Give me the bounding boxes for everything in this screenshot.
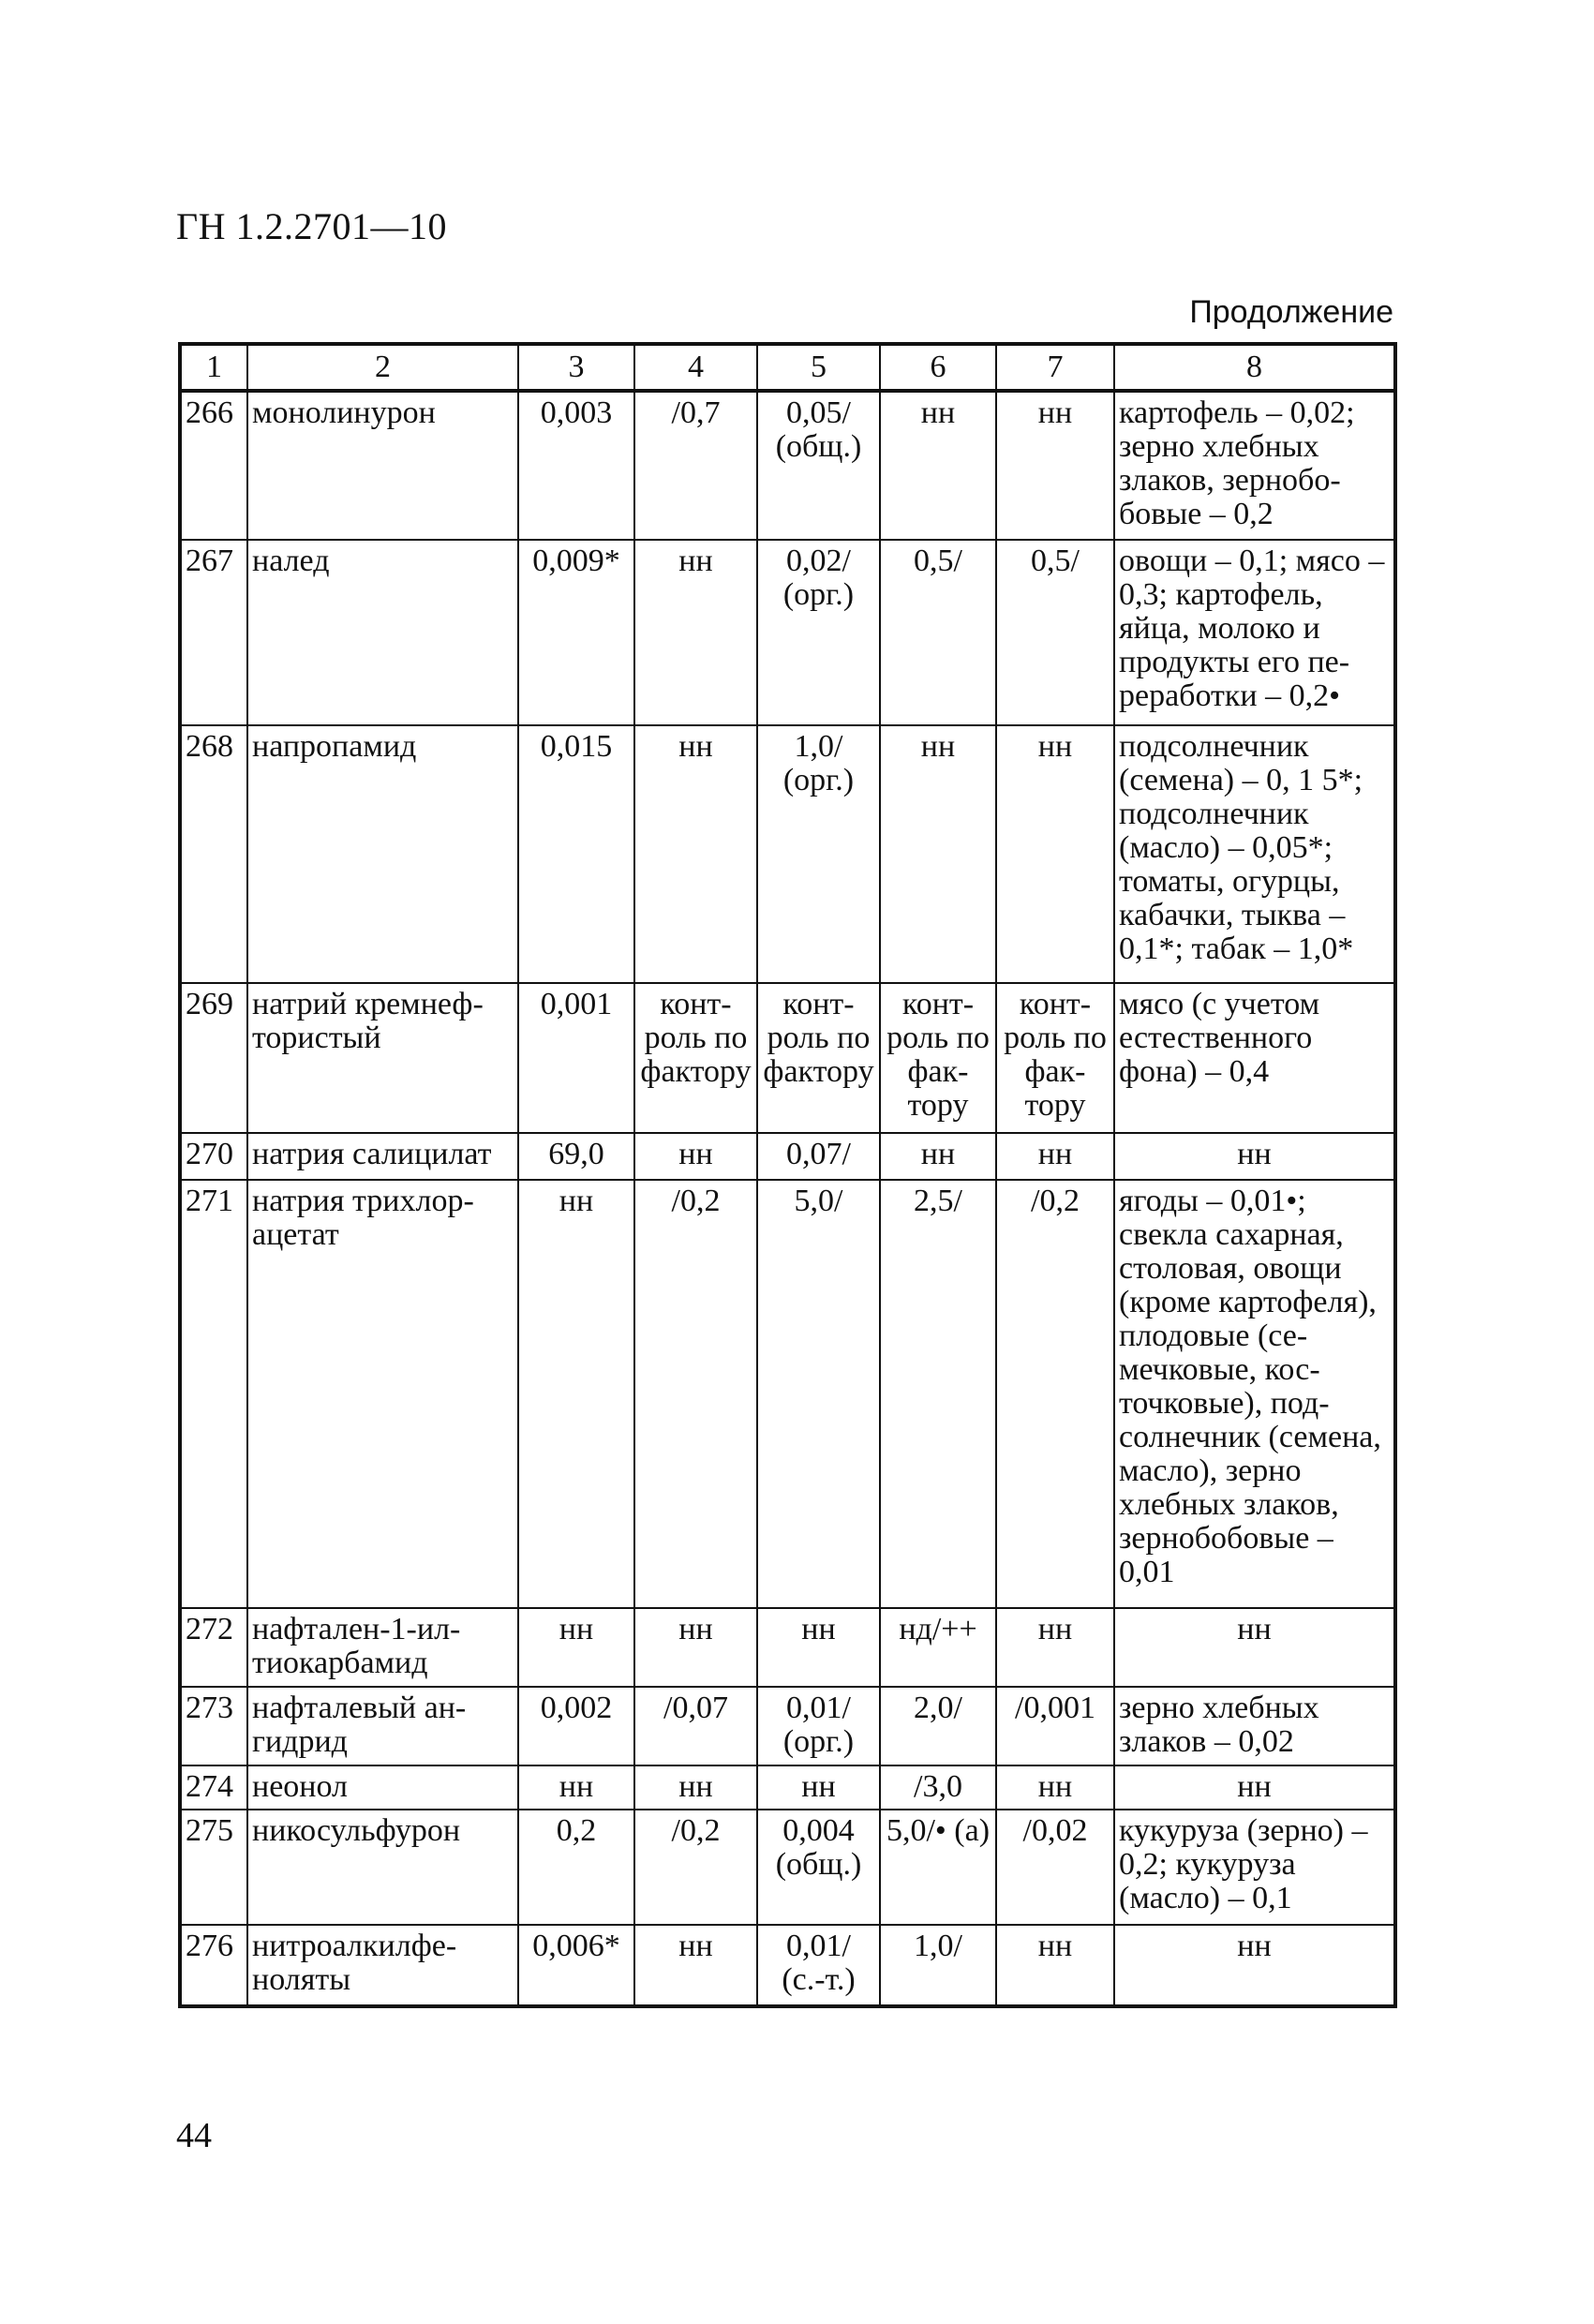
table-cell: /0,001 (996, 1687, 1114, 1765)
table-cell: 69,0 (518, 1133, 634, 1180)
table-cell: 0,01/ (орг.) (757, 1687, 880, 1765)
table-cell: нн (880, 391, 996, 540)
page-number: 44 (176, 2116, 212, 2155)
table-row (180, 1687, 1395, 1765)
table-cell: нн (996, 1765, 1114, 1810)
notes-cell: картофель – 0,02; зерно хлебных злаков, зернобобовые – 0,2 (1114, 391, 1395, 540)
substance-name-cell: налед (247, 540, 518, 725)
table-cell: нн (757, 1765, 880, 1810)
table-cell: 0,003 (518, 391, 634, 540)
table-cell: 0,5/ (996, 540, 1114, 725)
substance-name-cell: никосульфурон (247, 1810, 518, 1924)
data-table (178, 342, 1397, 2008)
notes-cell: ягоды – 0,01•; свекла сахарная, столовая, овощи (кроме картофеля), плодовые (семечковые, косточковые), подсолнечник (семена, масло), зерно хлебных злаков, зернобобовые – 0,01 (1114, 1180, 1395, 1607)
table-cell: 0,004 (общ.) (757, 1810, 880, 1924)
table-cell: 0,01/ (с.-т.) (757, 1925, 880, 2006)
table-cell: 0,05/ (общ.) (757, 391, 880, 540)
row-number-cell: 268 (180, 725, 247, 983)
row-number-cell: 271 (180, 1180, 247, 1607)
table-header-row (180, 344, 1395, 391)
table-cell: контроль по фактору (634, 983, 757, 1133)
table-cell: нн (634, 1608, 757, 1687)
table-cell: /0,7 (634, 391, 757, 540)
table-cell: 2,5/ (880, 1180, 996, 1607)
table-cell: 0,07/ (757, 1133, 880, 1180)
table-cell: нн (518, 1765, 634, 1810)
table-row (180, 1925, 1395, 2006)
table-cell: нн (996, 1608, 1114, 1687)
table-row (180, 1180, 1395, 1607)
table-cell: нн (880, 1133, 996, 1180)
table-cell: нн (518, 1608, 634, 1687)
substance-name-cell: натрий кремнефтористый (247, 983, 518, 1133)
table-cell: 0,5/ (880, 540, 996, 725)
table-cell: /0,02 (996, 1810, 1114, 1924)
substance-name-cell: натрия салицилат (247, 1133, 518, 1180)
table-cell: 0,001 (518, 983, 634, 1133)
table-cell: 0,2 (518, 1810, 634, 1924)
column-header: 2 (247, 344, 518, 391)
table-cell: 0,002 (518, 1687, 634, 1765)
row-number-cell: 272 (180, 1608, 247, 1687)
table-cell: /0,2 (996, 1180, 1114, 1607)
notes-cell: кукуруза (зерно) – 0,2; кукуруза (масло) – 0,1 (1114, 1810, 1395, 1924)
substance-name-cell: напропамид (247, 725, 518, 983)
row-number-cell: 274 (180, 1765, 247, 1810)
table-cell: 0,006* (518, 1925, 634, 2006)
table-cell: нн (634, 1765, 757, 1810)
table-row (180, 1765, 1395, 1810)
substance-name-cell: нафтален-1-илтиокарбамид (247, 1608, 518, 1687)
table-cell: 1,0/ (880, 1925, 996, 2006)
table-cell: нн (634, 1925, 757, 2006)
column-header: 7 (996, 344, 1114, 391)
substance-name-cell: нафталевый ангидрид (247, 1687, 518, 1765)
continuation-label: Продолжение (1189, 294, 1393, 330)
table-cell: нн (634, 725, 757, 983)
notes-cell: мясо (с учетом естественного фона) – 0,4 (1114, 983, 1395, 1133)
column-header: 5 (757, 344, 880, 391)
column-header: 1 (180, 344, 247, 391)
table-cell: 1,0/ (орг.) (757, 725, 880, 983)
notes-cell: нн (1114, 1765, 1395, 1810)
table-cell: нн (996, 1133, 1114, 1180)
table-row (180, 391, 1395, 540)
table-cell: /0,07 (634, 1687, 757, 1765)
table-cell: 2,0/ (880, 1687, 996, 1765)
table-row (180, 1810, 1395, 1924)
row-number-cell: 267 (180, 540, 247, 725)
notes-cell: подсолнечник (семена) – 0, 1 5*; подсолнечник (масло) – 0,05*; томаты, огурцы, кабачки, тыква – 0,1*; табак – 1,0* (1114, 725, 1395, 983)
substance-name-cell: неонол (247, 1765, 518, 1810)
table-cell: контроль по фактору (757, 983, 880, 1133)
notes-cell: нн (1114, 1925, 1395, 2006)
row-number-cell: 269 (180, 983, 247, 1133)
table-cell: нн (880, 725, 996, 983)
table-row (180, 725, 1395, 983)
row-number-cell: 276 (180, 1925, 247, 2006)
table-row (180, 1133, 1395, 1180)
table-cell: нд/++ (880, 1608, 996, 1687)
document-code: ГН 1.2.2701—10 (176, 205, 448, 247)
column-header: 4 (634, 344, 757, 391)
notes-cell: овощи – 0,1; мясо – 0,3; картофель, яйца, молоко и продукты его переработки – 0,2• (1114, 540, 1395, 725)
table-cell: нн (996, 1925, 1114, 2006)
table-cell: нн (996, 725, 1114, 983)
table-row (180, 1608, 1395, 1687)
row-number-cell: 266 (180, 391, 247, 540)
notes-cell: зерно хлебных злаков – 0,02 (1114, 1687, 1395, 1765)
substance-name-cell: монолинурон (247, 391, 518, 540)
row-number-cell: 275 (180, 1810, 247, 1924)
table-cell: 0,015 (518, 725, 634, 983)
row-number-cell: 273 (180, 1687, 247, 1765)
substance-name-cell: натрия трихлорацетат (247, 1180, 518, 1607)
table-cell: нн (634, 540, 757, 725)
table-cell: нн (518, 1180, 634, 1607)
notes-cell: нн (1114, 1608, 1395, 1687)
substance-name-cell: нитроалкилфеноляты (247, 1925, 518, 2006)
table-cell: 0,009* (518, 540, 634, 725)
table-cell: /0,2 (634, 1810, 757, 1924)
table-cell: нн (634, 1133, 757, 1180)
table-row (180, 540, 1395, 725)
column-header: 3 (518, 344, 634, 391)
table-cell: нн (996, 391, 1114, 540)
table-cell: 5,0/• (а) (880, 1810, 996, 1924)
table-row (180, 983, 1395, 1133)
row-number-cell: 270 (180, 1133, 247, 1180)
table-cell: /3,0 (880, 1765, 996, 1810)
notes-cell: нн (1114, 1133, 1395, 1180)
table-cell: контроль по фактору (996, 983, 1114, 1133)
table-cell: /0,2 (634, 1180, 757, 1607)
column-header: 6 (880, 344, 996, 391)
table-cell: контроль по фактору (880, 983, 996, 1133)
table-cell: нн (757, 1608, 880, 1687)
table-cell: 5,0/ (757, 1180, 880, 1607)
table-cell: 0,02/ (орг.) (757, 540, 880, 725)
column-header: 8 (1114, 344, 1395, 391)
